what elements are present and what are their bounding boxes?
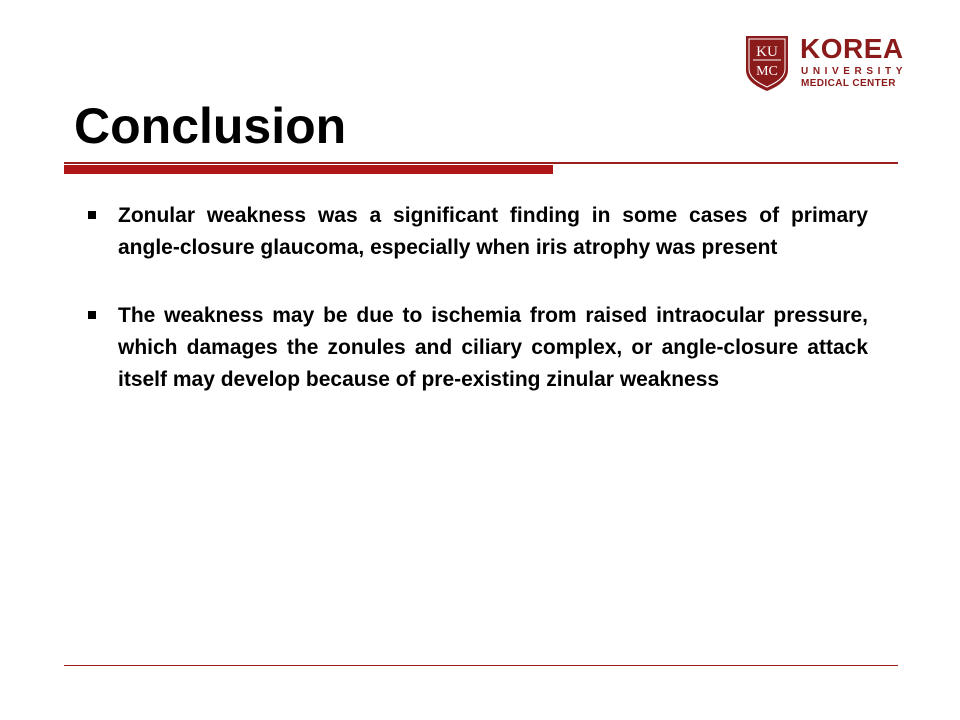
kumc-shield-icon xyxy=(744,34,790,92)
bullet-text: Zonular weakness was a significant finding in some cases of primary angle-closure glaucoma, especially when iris atrophy was present xyxy=(118,204,868,259)
bullet-text: The weakness may be due to ischemia from raised intraocular pressure, which damages the zonules and ciliary complex, or angle-closure attack itself may develop because of pre-existing zinular weakness xyxy=(118,304,868,391)
logo-university-text: UNIVERSITY xyxy=(801,66,908,77)
square-bullet-icon xyxy=(88,311,96,319)
square-bullet-icon xyxy=(88,211,96,219)
bullet-list xyxy=(80,200,868,432)
slide-title: Conclusion xyxy=(74,98,347,154)
logo-wordmark: KOREA xyxy=(800,33,904,64)
footer-divider xyxy=(64,665,898,666)
korea-university-medical-center-logo xyxy=(744,34,916,92)
bullet-item xyxy=(80,300,868,396)
title-divider-accent xyxy=(64,165,553,174)
logo-monogram-bottom: MC xyxy=(756,64,778,79)
logo-medical-center-text: MEDICAL CENTER xyxy=(801,78,896,89)
bullet-item xyxy=(80,200,868,264)
title-divider-thin xyxy=(64,162,898,164)
logo-monogram-top: KU xyxy=(756,44,778,60)
